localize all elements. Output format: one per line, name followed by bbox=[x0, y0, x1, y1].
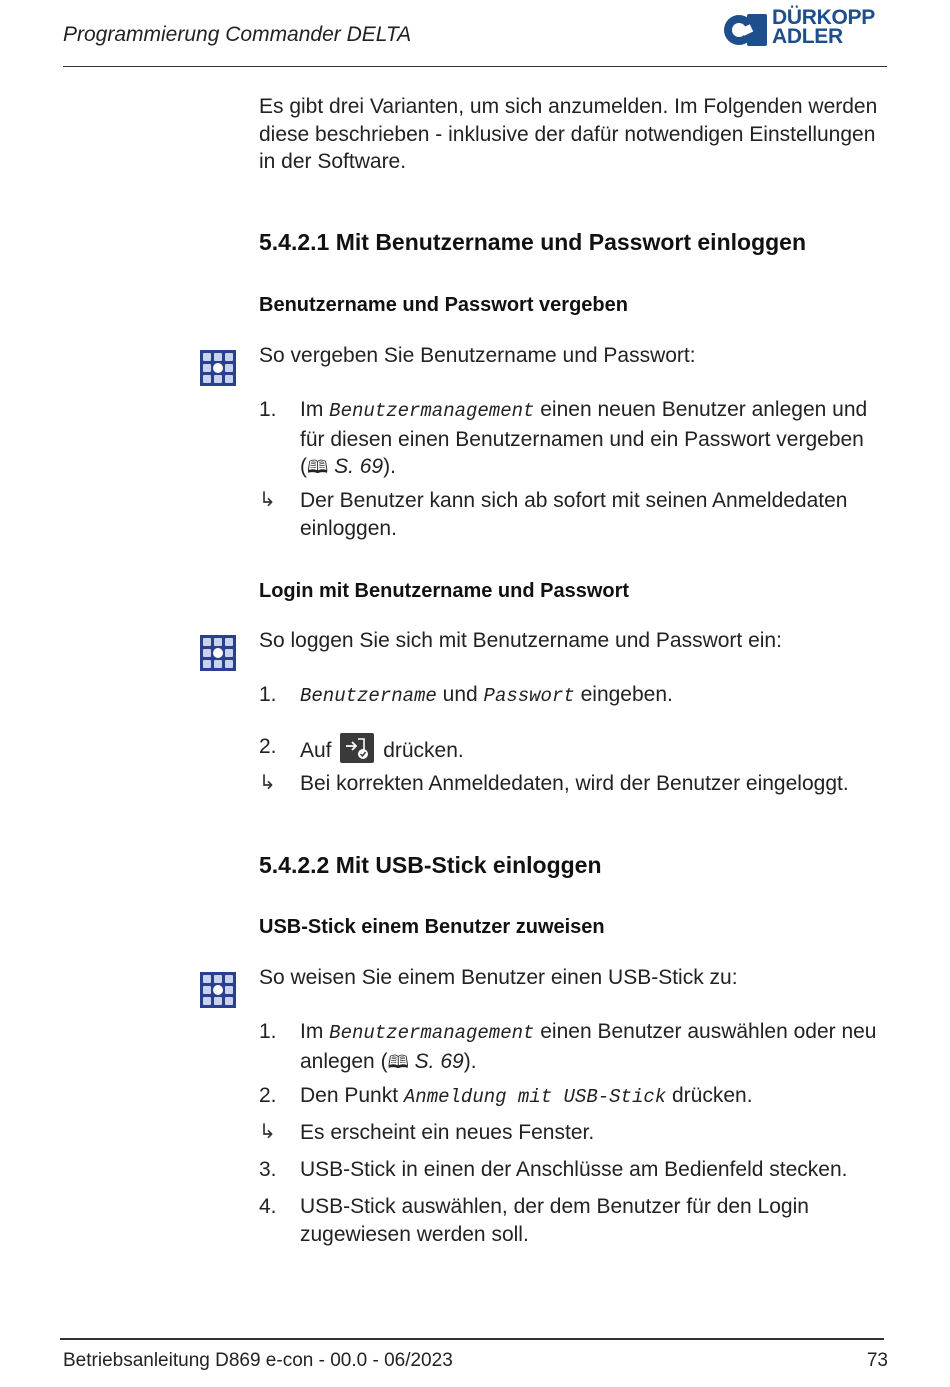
page-reference[interactable]: S. 69 bbox=[334, 455, 384, 478]
step-text-end: ). bbox=[383, 455, 396, 478]
lead-login-credentials: So loggen Sie sich mit Benutzername und Passwort ein: bbox=[259, 629, 782, 652]
list-item bbox=[259, 1018, 889, 1076]
result-text: Bei korrekten Anmeldedaten, wird der Benutzer eingeloggt. bbox=[300, 772, 849, 795]
step-text: und bbox=[436, 683, 484, 706]
control-panel-icon bbox=[200, 972, 236, 1008]
logo-text-line2: ADLER bbox=[772, 25, 843, 48]
footer-document-info: Betriebsanleitung D869 e-con - 00.0 - 06/2023 bbox=[63, 1350, 453, 1371]
ui-term: Benutzermanagement bbox=[329, 1022, 535, 1044]
ui-term: Passwort bbox=[483, 685, 575, 707]
list-number: 2. bbox=[259, 735, 277, 758]
book-icon: 🕮 bbox=[307, 457, 329, 477]
step-text: drücken. bbox=[377, 739, 464, 762]
step-text: Den Punkt bbox=[300, 1084, 404, 1107]
list-number: 4. bbox=[259, 1195, 277, 1218]
control-panel-icon bbox=[200, 350, 236, 386]
list-number: 2. bbox=[259, 1084, 277, 1107]
result-arrow-icon: ↳ bbox=[259, 1121, 276, 1143]
list-item bbox=[259, 1082, 889, 1112]
ui-term: Anmeldung mit USB-Stick bbox=[403, 1086, 667, 1108]
book-icon: 🕮 bbox=[387, 1051, 409, 1072]
result-arrow-icon: ↳ bbox=[259, 772, 276, 794]
list-item bbox=[259, 396, 889, 482]
list-number: 1. bbox=[259, 1020, 277, 1043]
list-number: 1. bbox=[259, 683, 277, 706]
logo-text-line1: DÜRKOPP bbox=[772, 6, 875, 29]
list-item bbox=[259, 681, 889, 711]
intro-paragraph: Es gibt drei Varianten, um sich anzumelden. Im Folgenden werden diese beschrieben - inklusive der dafür notwendigen Einstellungen in der Software. bbox=[259, 95, 878, 173]
list-item bbox=[259, 1156, 889, 1184]
section-heading-5-4-2-1: 5.4.2.1 Mit Benutzername und Passwort einloggen bbox=[259, 229, 807, 255]
result-text: Es erscheint ein neues Fenster. bbox=[300, 1121, 595, 1144]
result-item bbox=[259, 1119, 889, 1147]
step-text: Im bbox=[300, 1020, 330, 1043]
step-text: USB-Stick auswählen, der dem Benutzer für den Login zugewiesen werden soll. bbox=[300, 1195, 809, 1246]
footer-rule bbox=[60, 1338, 884, 1340]
logo-mark-icon bbox=[722, 10, 770, 50]
step-text: einen Benutzer auswählen oder neu anlegen ( bbox=[300, 1020, 877, 1073]
lead-assign-credentials: So vergeben Sie Benutzername und Passwort: bbox=[259, 344, 696, 367]
subheading-assign-credentials: Benutzername und Passwort vergeben bbox=[259, 294, 628, 316]
list-item bbox=[259, 1193, 889, 1248]
step-text-end: ). bbox=[463, 1049, 477, 1073]
lead-assign-usb: So weisen Sie einem Benutzer einen USB-Stick zu: bbox=[259, 966, 738, 989]
page-number: 73 bbox=[866, 1350, 888, 1371]
step-text: drücken. bbox=[666, 1084, 753, 1107]
page-reference[interactable]: S. 69 bbox=[414, 1049, 464, 1073]
control-panel-icon bbox=[200, 635, 236, 671]
result-arrow-icon: ↳ bbox=[259, 489, 276, 511]
ui-term: Benutzermanagement bbox=[329, 400, 535, 422]
step-text: Im bbox=[300, 398, 330, 421]
login-confirm-icon[interactable] bbox=[340, 733, 374, 763]
step-text: eingeben. bbox=[574, 683, 673, 706]
step-text: einen neuen Benutzer anlegen und für diesen einen Benutzernamen und ein Passwort vergeben ( bbox=[300, 398, 868, 478]
result-text: Der Benutzer kann sich ab sofort mit seinen Anmeldedaten einloggen. bbox=[300, 489, 848, 540]
result-item bbox=[259, 487, 889, 542]
duerkopp-adler-logo bbox=[722, 8, 892, 52]
running-header-title: Programmierung Commander DELTA bbox=[63, 23, 412, 46]
subheading-login-credentials: Login mit Benutzername und Passwort bbox=[259, 580, 630, 602]
subheading-assign-usb: USB-Stick einem Benutzer zuweisen bbox=[259, 916, 605, 938]
step-text: USB-Stick in einen der Anschlüsse am Bedienfeld stecken. bbox=[300, 1158, 848, 1181]
list-item bbox=[259, 733, 889, 765]
header-rule bbox=[63, 66, 887, 67]
section-heading-5-4-2-2: 5.4.2.2 Mit USB-Stick einloggen bbox=[259, 852, 602, 878]
result-item bbox=[259, 770, 889, 798]
ui-term: Benutzername bbox=[300, 685, 437, 707]
list-number: 3. bbox=[259, 1158, 277, 1181]
list-number: 1. bbox=[259, 398, 277, 421]
step-text: Auf bbox=[300, 739, 338, 762]
